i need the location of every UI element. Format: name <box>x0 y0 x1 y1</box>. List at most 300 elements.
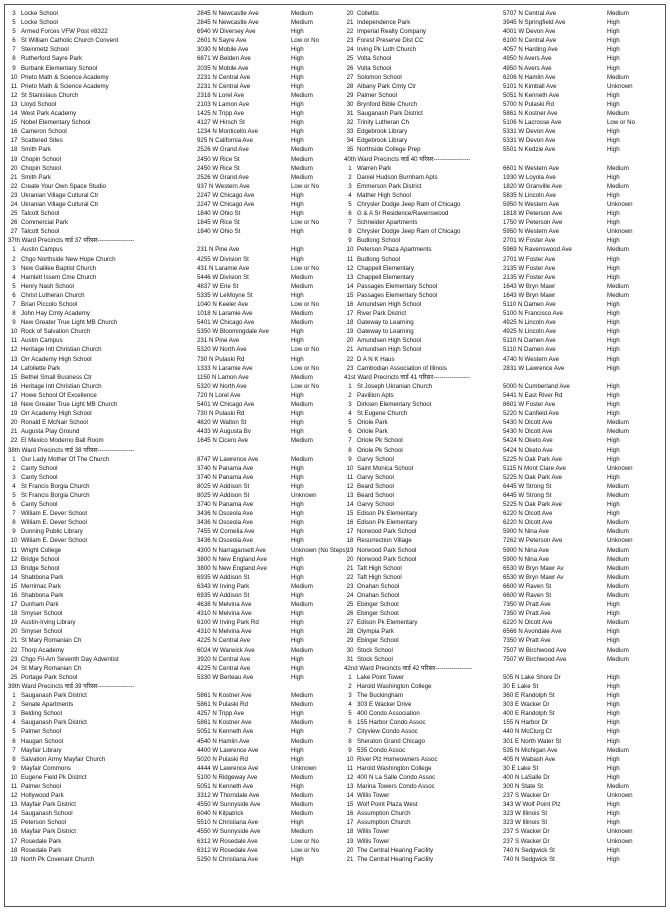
precinct-number: 3 <box>348 692 352 700</box>
polling-place-address: 6040 N Kilpatrick <box>197 810 244 818</box>
polling-place-name: Shabbona Park <box>21 592 64 599</box>
accessibility-rating: Low or No <box>291 846 319 854</box>
polling-place-address: 1820 W Granville Ave <box>503 182 562 190</box>
precinct-row <box>343 355 663 364</box>
polling-place-address: 5424 N Oketo Ave <box>503 437 553 445</box>
accessibility-rating: High <box>291 482 304 490</box>
precinct-row <box>343 164 663 173</box>
polling-place-address: 2526 W Grand Ave <box>197 173 249 181</box>
precinct-number: 14 <box>346 282 354 290</box>
precinct-number: 4 <box>12 273 16 281</box>
polling-place-address: 5335 W LeMoyne St <box>197 291 253 299</box>
accessibility-rating: Low or No <box>291 382 319 390</box>
polling-place-address: 5106 N Lacrosse Ave <box>503 119 562 127</box>
accessibility-rating: High <box>291 291 304 299</box>
polling-place-address: 5900 N Nina Ave <box>503 555 549 563</box>
polling-place-address: 7350 W Pratt Ave <box>503 601 551 609</box>
accessibility-rating: Medium <box>607 291 629 299</box>
accessibility-rating: High <box>291 46 304 54</box>
accessibility-rating: High <box>291 573 304 581</box>
precinct-number: 3 <box>348 401 352 409</box>
precinct-number: 20 <box>346 846 354 854</box>
polling-place-name: Scattered Sites <box>21 137 63 145</box>
polling-place-address: 740 N Sedgwick St <box>503 846 555 854</box>
accessibility-rating: High <box>607 610 620 618</box>
polling-place-address: 5225 N Oak Park Ave <box>503 501 562 509</box>
precinct-number: 21 <box>346 564 354 572</box>
polling-place-address: 5225 N Oak Park Ave <box>503 455 562 463</box>
precinct-number: 6 <box>348 210 352 218</box>
accessibility-rating: Medium <box>607 619 629 627</box>
polling-place-name: St William Catholic Church Convent <box>21 37 119 45</box>
accessibility-rating: Unknown <box>607 82 633 90</box>
polling-place-address: 6312 W Rosedale Ave <box>197 837 258 845</box>
polling-place-address: 8025 W Addison St <box>197 482 250 490</box>
precinct-number: 8 <box>12 310 16 318</box>
polling-place-name: Prieto Math & Science Academy <box>21 73 109 81</box>
polling-place-address: 2135 W Foster Ave <box>503 264 556 272</box>
precinct-row <box>7 700 337 709</box>
accessibility-rating: Medium <box>607 546 629 554</box>
precinct-row <box>7 527 337 536</box>
precinct-number: 27 <box>346 619 354 627</box>
accessibility-rating: High <box>291 564 304 572</box>
precinct-row <box>343 646 663 655</box>
precinct-number: 19 <box>10 855 18 863</box>
precinct-number: 17 <box>346 819 354 827</box>
precinct-row <box>7 755 337 764</box>
polling-place-name: Smyser School <box>21 628 63 636</box>
polling-place-name: Oriole Park <box>357 428 388 436</box>
polling-place-address: 3436 N Osceola Ave <box>197 519 253 527</box>
accessibility-rating: Unknown <box>607 828 633 836</box>
precinct-number: 11 <box>10 546 18 554</box>
precinct-row <box>7 518 337 527</box>
precinct-number: 23 <box>346 364 354 372</box>
polling-place-address: 343 W Wolf Point Plz <box>503 801 561 809</box>
accessibility-rating: Medium <box>291 319 313 327</box>
precinct-number: 10 <box>346 246 354 254</box>
polling-place-name: Assumption Church <box>357 819 411 827</box>
polling-place-address: 4820 W Walton St <box>197 419 247 427</box>
accessibility-rating: High <box>291 537 304 545</box>
precinct-row <box>343 64 663 73</box>
polling-place-address: 5950 N Western Ave <box>503 228 560 236</box>
polling-place-name: River Plz Homeowners Assoc <box>357 755 438 763</box>
precinct-number: 21 <box>10 428 18 436</box>
precinct-number: 10 <box>346 755 354 763</box>
accessibility-rating: Medium <box>607 519 629 527</box>
precinct-row <box>7 364 337 373</box>
polling-place-address: 5441 N East River Rd <box>503 391 563 399</box>
precinct-row <box>7 627 337 636</box>
ward-header: 41st Ward Precincts वार्ड 41 परिसर------------------ <box>344 373 471 381</box>
precinct-number: 8 <box>12 519 16 527</box>
precinct-row <box>343 309 663 318</box>
precinct-number: 4 <box>348 191 352 199</box>
polling-place-name: Belding School <box>21 710 62 718</box>
polling-place-name: Smith Park <box>21 146 52 154</box>
precinct-row <box>343 255 663 264</box>
precinct-number: 7 <box>12 510 16 518</box>
precinct-number: 20 <box>10 164 18 172</box>
ward-header: 42nd Ward Precincts वार्ड 42 परिसर------------------ <box>344 664 473 672</box>
precinct-number: 22 <box>10 437 18 445</box>
accessibility-rating: High <box>291 255 304 263</box>
accessibility-rating: Medium <box>291 692 313 700</box>
precinct-row <box>7 564 337 573</box>
precinct-number: 27 <box>346 73 354 81</box>
precinct-number: 27 <box>10 228 18 236</box>
precinct-row <box>343 546 663 555</box>
precinct-number: 4 <box>348 410 352 418</box>
polling-place-name: Create Your Own Space Studio <box>21 182 106 190</box>
precinct-number: 16 <box>346 301 354 308</box>
precinct-number: 15 <box>10 373 18 381</box>
polling-place-name: Wolf Point Plaza West <box>357 801 418 809</box>
polling-place-address: 1018 N Laramie Ave <box>197 310 253 318</box>
polling-place-name: Harold Washington College <box>357 764 432 772</box>
polling-place-name: Sauganash Park District <box>21 719 87 727</box>
precinct-row <box>7 145 337 154</box>
accessibility-rating: Medium <box>291 455 313 463</box>
accessibility-rating: High <box>607 801 620 809</box>
precinct-number: 11 <box>346 473 354 481</box>
accessibility-rating: High <box>607 364 620 372</box>
polling-place-address: 5110 N Damen Ave <box>503 337 556 345</box>
polling-place-address: 5350 W Bloomingdale Ave <box>197 328 269 336</box>
accessibility-rating: High <box>291 128 304 136</box>
polling-place-name: Heritage Intl Christian Church <box>21 382 102 390</box>
polling-place-name: Mather High School <box>357 191 411 199</box>
polling-place-address: 5051 N Kenneth Ave <box>197 728 254 736</box>
polling-place-address: 4950 N Avers Ave <box>503 64 552 72</box>
accessibility-rating: Unknown <box>291 764 317 772</box>
accessibility-rating: Medium <box>291 601 313 609</box>
precinct-number: 18 <box>10 401 18 409</box>
precinct-row <box>7 382 337 391</box>
precinct-row <box>343 400 663 409</box>
accessibility-rating: High <box>607 137 620 145</box>
precinct-number: 2 <box>12 701 16 709</box>
precinct-row <box>7 291 337 300</box>
accessibility-rating: High <box>607 501 620 509</box>
precinct-row <box>343 737 663 746</box>
polling-place-address: 237 S Wacker Dr <box>503 792 550 800</box>
polling-place-address: 5430 N Olcott Ave <box>503 419 553 427</box>
precinct-number: 14 <box>346 792 354 800</box>
precinct-row <box>343 391 663 400</box>
polling-place-name: Passages Elementary School <box>357 291 438 299</box>
polling-place-name: Collettis <box>357 10 379 17</box>
precinct-row <box>7 309 337 318</box>
accessibility-rating: High <box>607 237 620 245</box>
polling-place-name: St Mary Romanian Ch <box>21 637 82 645</box>
polling-place-address: 1150 N Lamon Ave <box>197 373 249 381</box>
precinct-number: 12 <box>10 555 18 563</box>
accessibility-rating: Low or No <box>291 364 319 372</box>
polling-place-name: Howe School Of Excellence <box>21 391 97 399</box>
polling-place-name: Ronald E McNair School <box>21 419 88 427</box>
precinct-number: 17 <box>346 310 354 318</box>
polling-place-address: 720 N Lorel Ave <box>197 391 241 399</box>
polling-place-address: 7507 W Birchwood Ave <box>503 655 567 663</box>
precinct-row <box>343 800 663 809</box>
precinct-number: 18 <box>10 610 18 618</box>
precinct-row <box>343 591 663 600</box>
precinct-number: 32 <box>346 119 354 127</box>
polling-place-address: 4310 N Melvina Ave <box>197 628 252 636</box>
polling-place-address: 2601 N Sayre Ave <box>197 37 247 45</box>
accessibility-rating: Low or No <box>607 119 635 127</box>
polling-place-address: 1643 W Bryn Mawr <box>503 291 556 299</box>
polling-place-address: 5950 N Western Ave <box>503 200 560 208</box>
precinct-row <box>7 336 337 345</box>
polling-place-address: 5401 W Chicago Ave <box>197 401 255 409</box>
precinct-row <box>343 564 663 573</box>
polling-place-address: 5861 N Pulaski Rd <box>197 701 248 709</box>
precinct-number: 6 <box>12 737 16 745</box>
polling-place-name: Edison Pk Elementary <box>357 519 418 527</box>
precinct-row <box>7 500 337 509</box>
precinct-number: 16 <box>346 519 354 527</box>
polling-place-name: Peterson Plaza Apartments <box>357 246 432 254</box>
accessibility-rating: High <box>291 246 304 254</box>
polling-place-address: 1930 W Loyola Ave <box>503 173 556 181</box>
polling-place-name: Rosedale Park <box>21 837 62 845</box>
precinct-row <box>343 9 663 18</box>
accessibility-rating: High <box>607 255 620 263</box>
precinct-row <box>7 54 337 63</box>
ward-header: 39th Ward Precincts वार्ड 39 परिसर------------------ <box>8 682 135 690</box>
precinct-number: 12 <box>10 346 18 354</box>
precinct-number: 31 <box>346 110 354 118</box>
precinct-number: 5 <box>12 282 16 290</box>
polling-place-address: 6024 W Warwick Ave <box>197 646 255 654</box>
precinct-row <box>343 100 663 109</box>
polling-place-name: 155 Harbor Condo Assoc <box>357 719 426 727</box>
precinct-row <box>7 809 337 818</box>
precinct-row <box>343 709 663 718</box>
precinct-number: 10 <box>10 73 18 81</box>
precinct-row <box>7 473 337 482</box>
precinct-row <box>7 109 337 118</box>
precinct-number: 3 <box>12 473 16 481</box>
precinct-number: 12 <box>346 773 354 781</box>
polling-place-name: Sauganash School <box>21 810 73 818</box>
polling-place-name: Thorp Academy <box>21 646 65 654</box>
polling-place-address: 7507 W Birchwood Ave <box>503 646 567 654</box>
polling-place-name: Garvy School <box>357 501 394 509</box>
accessibility-rating: High <box>607 19 620 27</box>
polling-place-name: Beard School <box>357 482 394 490</box>
precinct-row <box>7 155 337 164</box>
precinct-row <box>7 573 337 582</box>
precinct-number: 33 <box>346 128 354 136</box>
polling-place-name: Orr Academy High School <box>21 355 92 363</box>
precinct-number: 21 <box>346 855 354 863</box>
accessibility-rating: High <box>607 773 620 781</box>
precinct-row <box>343 245 663 254</box>
accessibility-rating: Low or No <box>291 219 319 227</box>
precinct-number: 30 <box>346 100 354 108</box>
polling-place-name: Heritage Intl Christian Church <box>21 346 102 354</box>
polling-place-name: Onahan School <box>357 592 400 599</box>
polling-place-name: Sauganash Park District <box>21 692 87 700</box>
polling-place-name: Palmer School <box>21 782 61 790</box>
precinct-row <box>7 555 337 564</box>
accessibility-rating: High <box>291 728 304 736</box>
precinct-row <box>343 609 663 618</box>
precinct-number: 3 <box>12 10 16 17</box>
accessibility-rating: Medium <box>291 173 313 181</box>
polling-place-address: 231 N Pine Ave <box>197 337 240 345</box>
precinct-number: 10 <box>10 773 18 781</box>
precinct-row <box>343 45 663 54</box>
polling-place-name: Austin Campus <box>21 337 63 345</box>
accessibility-rating: Medium <box>291 401 313 409</box>
accessibility-rating: Medium <box>607 282 629 290</box>
polling-place-address: 360 E Randolph St <box>503 692 555 700</box>
accessibility-rating: High <box>607 728 620 736</box>
polling-place-name: Lafollette Park <box>21 364 61 372</box>
precinct-row <box>7 191 337 200</box>
accessibility-rating: High <box>291 519 304 527</box>
polling-place-address: 3312 W Thorndale Ave <box>197 792 260 800</box>
precinct-row <box>343 500 663 509</box>
polling-place-address: 937 N Western Ave <box>197 182 250 190</box>
accessibility-rating: Medium <box>291 828 313 836</box>
polling-place-address: 3740 N Panama Ave <box>197 473 254 481</box>
polling-place-name: New Greater True Light MB Church <box>21 319 118 327</box>
polling-place-name: Steinmetz School <box>21 46 69 54</box>
precinct-number: 19 <box>346 837 354 845</box>
polling-place-address: 5861 N Kostner Ave <box>197 719 252 727</box>
polling-place-address: 2247 W Chicago Ave <box>197 191 255 199</box>
polling-place-name: Rutherford Sayre Park <box>21 55 83 63</box>
accessibility-rating: High <box>291 64 304 72</box>
polling-place-name: Cameron School <box>21 128 67 136</box>
polling-place-name: Chgo Fil-Am Seventh Day Adventist <box>21 655 119 663</box>
precinct-row <box>343 682 663 691</box>
accessibility-rating: High <box>607 682 620 690</box>
accessibility-rating: Medium <box>607 646 629 654</box>
accessibility-rating: Medium <box>291 373 313 381</box>
precinct-row <box>343 518 663 527</box>
precinct-row <box>343 473 663 482</box>
accessibility-rating: High <box>607 846 620 854</box>
precinct-row <box>7 136 337 145</box>
polling-place-name: Commercial Park <box>21 219 69 227</box>
polling-place-address: 6312 W Rosedale Ave <box>197 846 258 854</box>
left-column <box>7 9 348 864</box>
polling-place-name: Independence Park <box>357 19 411 27</box>
precinct-row <box>7 691 337 700</box>
polling-place-name: Shabbona Park <box>21 573 64 581</box>
precinct-number: 16 <box>10 128 18 136</box>
polling-place-name: Palmer School <box>21 728 61 736</box>
precinct-number: 1 <box>348 164 352 172</box>
accessibility-rating: High <box>291 210 304 218</box>
precinct-number: 13 <box>10 100 18 108</box>
accessibility-rating: High <box>607 346 620 354</box>
precinct-number: 2 <box>12 255 16 263</box>
polling-place-name: Willis Tower <box>357 837 390 845</box>
accessibility-rating: High <box>291 555 304 563</box>
polling-place-address: 2103 N Lamon Ave <box>197 100 250 108</box>
precinct-row <box>7 618 337 627</box>
precinct-number: 17 <box>346 528 354 536</box>
accessibility-rating: High <box>607 328 620 336</box>
polling-place-address: 8747 W Lawrence Ave <box>197 455 259 463</box>
polling-place-address: 5861 N Kostner Ave <box>503 110 558 118</box>
precinct-number: 8 <box>348 737 352 745</box>
polling-place-name: Our Lady Mother Of The Church <box>21 455 109 463</box>
polling-place-address: 4400 W Lawrence Ave <box>197 746 259 754</box>
precinct-number: 5 <box>348 710 352 718</box>
polling-place-address: 4550 W Sunnyside Ave <box>197 801 261 809</box>
polling-place-name: Dunham Park <box>21 601 59 609</box>
precinct-row <box>7 582 337 591</box>
polling-place-name: Sauganash Park District <box>357 110 423 118</box>
accessibility-rating: High <box>607 637 620 645</box>
accessibility-rating: Unknown <box>607 200 633 208</box>
polling-place-address: 1840 W Ohio St <box>197 228 241 236</box>
precinct-number: 21 <box>346 346 354 354</box>
polling-place-address: 2701 W Foster Ave <box>503 237 556 245</box>
polling-place-name: D A N K Haus <box>357 355 395 363</box>
polling-place-address: 6935 W Addison St <box>197 592 250 599</box>
precinct-row <box>7 300 337 309</box>
polling-place-name: Amundsen High School <box>357 337 422 345</box>
polling-place-address: 5900 N Nina Ave <box>503 546 549 554</box>
polling-place-name: Harold Washington College <box>357 682 432 690</box>
polling-place-address: 3800 N New England Ave <box>197 555 267 563</box>
polling-place-address: 4310 N Melvina Ave <box>197 610 252 618</box>
accessibility-rating: High <box>607 310 620 318</box>
polling-place-address: 4255 W Division St <box>197 255 249 263</box>
polling-place-address: 6871 W Belden Ave <box>197 55 251 63</box>
precinct-row <box>7 36 337 45</box>
polling-place-name: 400 N La Salle Condo Assoc <box>357 773 436 781</box>
precinct-row <box>7 209 337 218</box>
polling-place-name: Stock School <box>357 655 393 663</box>
polling-place-address: 4950 N Avers Ave <box>503 55 552 63</box>
polling-place-name: Edgebrook Library <box>357 137 408 145</box>
polling-place-name: Taft High School <box>357 564 402 572</box>
polling-place-address: 2231 N Central Ave <box>197 82 251 90</box>
precinct-number: 5 <box>348 419 352 427</box>
ward-header: 38th Ward Precincts वार्ड 38 परिसर------------------ <box>8 446 135 454</box>
polling-place-address: 5707 N Central Ave <box>503 10 557 17</box>
precinct-row <box>343 145 663 154</box>
accessibility-rating: High <box>607 510 620 518</box>
polling-place-address: 400 E Randolph St <box>503 710 555 718</box>
precinct-row <box>7 455 337 464</box>
precinct-row <box>7 164 337 173</box>
precinct-number: 6 <box>12 37 16 45</box>
accessibility-rating: Medium <box>291 10 313 17</box>
precinct-number: 26 <box>346 610 354 618</box>
accessibility-rating: Medium <box>291 155 313 163</box>
precinct-number: 8 <box>348 228 352 236</box>
polling-place-name: Oriole Park <box>357 419 388 427</box>
ward-header: 40th Ward Precincts वार्ड 40 परिसर------------------ <box>344 155 471 163</box>
precinct-row <box>7 200 337 209</box>
precinct-number: 6 <box>348 719 352 727</box>
precinct-row <box>7 846 337 855</box>
precinct-number: 25 <box>346 601 354 609</box>
